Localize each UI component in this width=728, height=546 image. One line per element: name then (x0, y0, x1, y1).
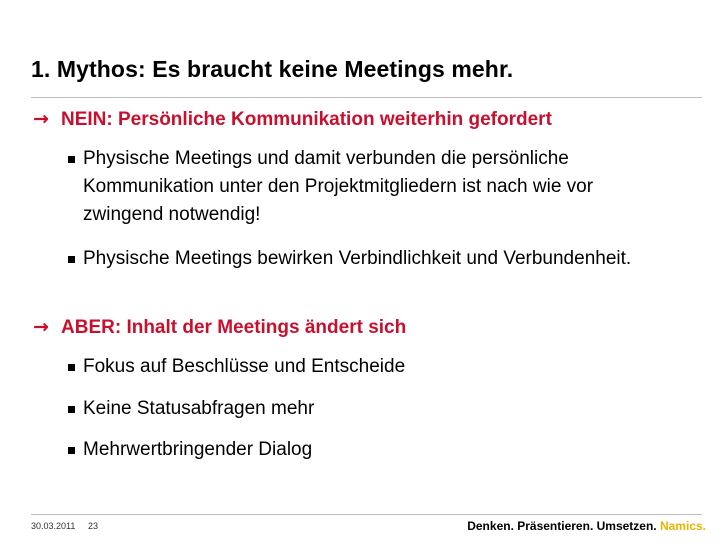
section-heading-text: ABER: Inhalt der Meetings ändert sich (61, 317, 407, 338)
list-item (68, 145, 668, 229)
square-bullet-icon (68, 245, 83, 273)
list-item (68, 436, 668, 464)
section-heading-aber (33, 316, 406, 339)
list-item (68, 245, 668, 273)
square-bullet-icon (68, 353, 83, 381)
slide-title: 1. Mythos: Es braucht keine Meetings mehr. (31, 56, 514, 82)
brand-logo: Namics. (659, 519, 706, 533)
list-item-text: Fokus auf Beschlüsse und Entscheide (83, 356, 406, 377)
footer-date: 30.03.2011 (31, 521, 76, 531)
list-item-text: Keine Statusabfragen mehr (83, 398, 315, 419)
title-divider (31, 97, 702, 98)
list-item (68, 353, 668, 381)
page-number: 23 (88, 521, 99, 531)
arrow-right-icon: → (33, 108, 49, 130)
list-item-text: Physische Meetings bewirken Verbindlichkeit und Verbundenheit. (83, 248, 632, 269)
list-item-text: Physische Meetings und damit verbunden die persönliche Kommunikation unter den Projektmitgliedern ist nach wie vor zwingend notwendig! (83, 148, 594, 225)
section-heading-text: NEIN: Persönliche Kommunikation weiterhin gefordert (61, 109, 552, 130)
square-bullet-icon (68, 436, 83, 464)
footer-slogan (467, 519, 706, 533)
arrow-right-icon: → (33, 316, 49, 338)
slogan-text: Denken. Präsentieren. Umsetzen. (467, 519, 657, 533)
section-heading-nein (33, 108, 552, 131)
square-bullet-icon (68, 145, 83, 173)
list-item-text: Mehrwertbringender Dialog (83, 439, 313, 460)
list-item (68, 395, 668, 423)
square-bullet-icon (68, 395, 83, 423)
footer-divider (31, 514, 702, 515)
